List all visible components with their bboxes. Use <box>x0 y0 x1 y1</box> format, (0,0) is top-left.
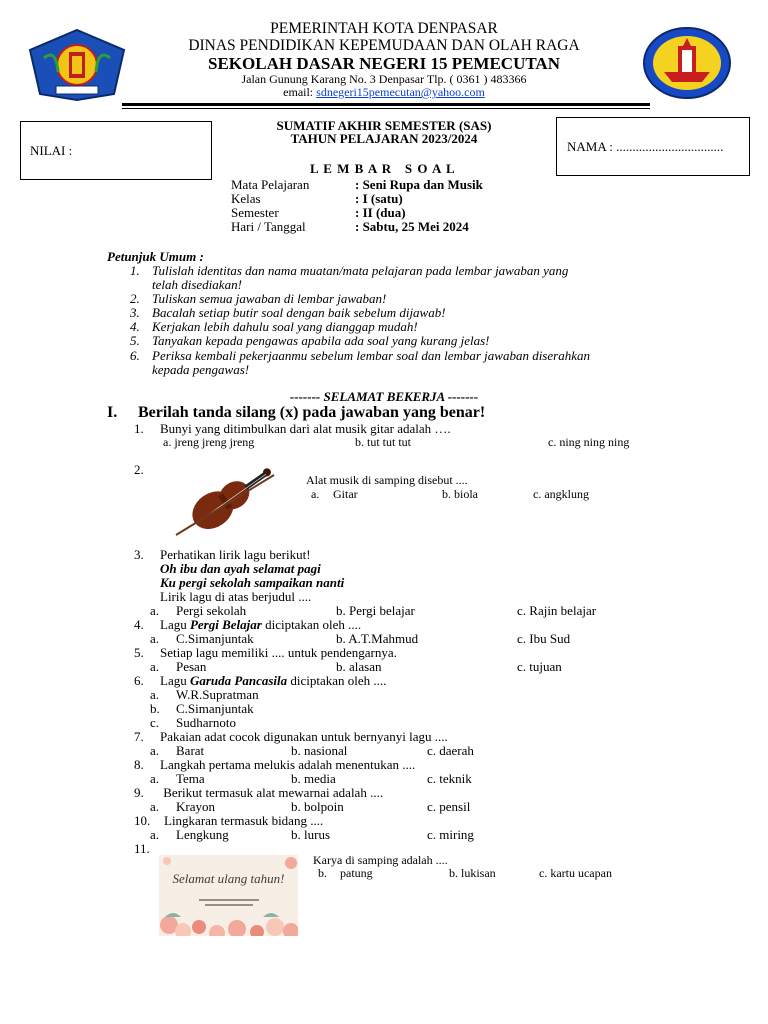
q5-option-b[interactable]: b. alasan <box>336 659 382 674</box>
q3-lyric-line1: Oh ibu dan ayah selamat pagi <box>160 561 321 576</box>
q6-pre: Lagu <box>160 673 190 688</box>
q11-option-c[interactable]: c. kartu ucapan <box>539 866 612 880</box>
exam-year: TAHUN PELAJARAN 2023/2024 <box>290 131 478 146</box>
instruction-text-cont: telah disediakan! <box>152 277 242 292</box>
q8-text: Langkah pertama melukis adalah menentukan .... <box>160 757 416 772</box>
q10-text: Lingkaran termasuk bidang .... <box>164 813 324 828</box>
q9-text: Berikut termasuk alat mewarnai adalah .... <box>160 785 384 800</box>
q11-text: Karya di samping adalah .... <box>313 853 448 867</box>
exam-title: SUMATIF AKHIR SEMESTER (SAS) <box>276 118 492 133</box>
q7-number: 7. <box>134 729 144 744</box>
header-email-line <box>0 85 768 100</box>
q1-number: 1. <box>134 421 144 436</box>
nama-label: NAMA : ................................. <box>567 139 724 154</box>
q3-lyric-line2: Ku pergi sekolah sampaikan nanti <box>160 575 345 590</box>
instruction-number: 4. <box>130 319 140 334</box>
q6-post: diciptakan oleh .... <box>287 673 387 688</box>
header-school-name: SEKOLAH DASAR NEGERI 15 PEMECUTAN <box>207 54 560 73</box>
instruction-number: 6. <box>130 348 140 363</box>
q4-post: diciptakan oleh .... <box>261 617 362 632</box>
q2-option-c[interactable]: c. angklung <box>533 487 589 501</box>
instruction-number: 3. <box>130 305 140 320</box>
q2-option-b[interactable]: b. biola <box>442 487 478 501</box>
q2-number: 2. <box>134 462 144 477</box>
header-divider-thin <box>122 108 650 109</box>
q6-option-a[interactable]: W.R.Supratman <box>176 687 259 702</box>
q3-number: 3. <box>134 547 144 562</box>
q8-option-b[interactable]: b. media <box>291 771 336 786</box>
instruction-text: Kerjakan lebih dahulu soal yang dianggap mudah! <box>152 319 418 334</box>
q3-option-a[interactable]: Pergi sekolah <box>176 603 247 618</box>
info-value-class: : I (satu) <box>355 191 403 206</box>
instruction-text: Periksa kembali pekerjaanmu sebelum lembar soal dan lembar jawaban diserahkan <box>152 348 590 363</box>
q7-option-a[interactable]: Barat <box>176 743 205 758</box>
q5-option-a[interactable]: Pesan <box>176 659 207 674</box>
info-label-class: Kelas <box>231 191 261 206</box>
q8-option-a[interactable]: Tema <box>176 771 205 786</box>
q9-option-b[interactable]: b. bolpoin <box>291 799 344 814</box>
info-value-semester: : II (dua) <box>355 205 406 220</box>
q11-option-a[interactable]: patung <box>340 866 373 880</box>
instructions-heading: Petunjuk Umum : <box>107 249 204 264</box>
q10-option-b[interactable]: b. lurus <box>291 827 330 842</box>
nilai-label: NILAI : <box>30 143 73 158</box>
section-number: I. <box>107 404 118 421</box>
q7-option-c[interactable]: c. daerah <box>427 743 474 758</box>
q6-option-b-letter: b. <box>150 701 160 716</box>
info-value-subject: : Seni Rupa dan Musik <box>355 177 483 192</box>
info-label-semester: Semester <box>231 205 279 220</box>
q5-option-c[interactable]: c. tujuan <box>517 659 562 674</box>
q4-option-b[interactable]: b. A.T.Mahmud <box>336 631 419 646</box>
q6-number: 6. <box>134 673 144 688</box>
instruction-number: 2. <box>130 291 140 306</box>
q9-number: 9. <box>134 785 144 800</box>
q3-text2: Lirik lagu di atas berjudul .... <box>160 589 312 604</box>
header-divider-thick <box>122 103 650 106</box>
info-label-subject: Mata Pelajaran <box>231 177 310 192</box>
q1-option-b[interactable]: b. tut tut tut <box>355 435 412 449</box>
instruction-text: Bacalah setiap butir soal dengan baik sebelum dijawab! <box>152 305 446 320</box>
q2-option-a[interactable]: Gitar <box>333 487 358 501</box>
header-address: Jalan Gunung Karang No. 3 Denpasar Tlp. ( 0361 ) 483366 <box>241 72 527 86</box>
q6-option-c[interactable]: Sudharnoto <box>176 715 236 730</box>
q6-option-b[interactable]: C.Simanjuntak <box>176 701 254 716</box>
info-value-date: : Sabtu, 25 Mei 2024 <box>355 219 469 234</box>
instruction-text-cont: kepada pengawas! <box>152 362 250 377</box>
q3-option-c[interactable]: c. Rajin belajar <box>517 603 597 618</box>
q8-option-a-letter: a. <box>150 771 160 786</box>
q9-option-c[interactable]: c. pensil <box>427 799 471 814</box>
info-label-date: Hari / Tanggal <box>231 219 306 234</box>
instruction-number: 1. <box>130 263 140 278</box>
greeting: ------- SELAMAT BEKERJA ------- <box>289 389 479 404</box>
q3-text: Perhatikan lirik lagu berikut! <box>160 547 311 562</box>
q1-option-a[interactable]: a. jreng jreng jreng <box>163 435 255 449</box>
q11-option-b[interactable]: b. lukisan <box>449 866 496 880</box>
header-government: PEMERINTAH KOTA DENPASAR <box>270 20 498 37</box>
q6-option-c-letter: c. <box>150 715 160 730</box>
q1-text: Bunyi yang ditimbulkan dari alat musik gitar adalah …. <box>160 421 451 436</box>
q10-option-a[interactable]: Lengkung <box>176 827 229 842</box>
instruction-text: Tulislah identitas dan nama muatan/mata pelajaran pada lembar jawaban yang <box>152 263 569 278</box>
q9-option-a-letter: a. <box>150 799 160 814</box>
q4-option-a[interactable]: C.Simanjuntak <box>176 631 254 646</box>
q5-number: 5. <box>134 645 144 660</box>
q2-text: Alat musik di samping disebut .... <box>306 473 468 487</box>
sheet-title: L E M B A R S O A L <box>310 161 456 176</box>
header-department: DINAS PENDIDIKAN KEPEMUDAAN DAN OLAH RAGA <box>188 37 580 54</box>
q6-option-a-letter: a. <box>150 687 160 702</box>
q7-text: Pakaian adat cocok digunakan untuk bernyanyi lagu .... <box>160 729 448 744</box>
violin-image <box>170 457 282 546</box>
q8-option-c[interactable]: c. teknik <box>427 771 472 786</box>
q11-number: 11. <box>134 841 150 856</box>
q4-option-a-letter: a. <box>150 631 160 646</box>
q1-option-c[interactable]: c. ning ning ning <box>548 435 630 449</box>
birthday-card-image <box>159 855 298 936</box>
q9-option-a[interactable]: Krayon <box>176 799 215 814</box>
q8-number: 8. <box>134 757 144 772</box>
instruction-number: 5. <box>130 333 140 348</box>
q10-number: 10. <box>134 813 151 828</box>
q7-option-a-letter: a. <box>150 743 160 758</box>
q3-option-b[interactable]: b. Pergi belajar <box>336 603 415 618</box>
q4-pre: Lagu <box>160 617 190 632</box>
q7-option-b[interactable]: b. nasional <box>291 743 348 758</box>
q4-number: 4. <box>134 617 144 632</box>
section-title: Berilah tanda silang (x) pada jawaban yang benar! <box>138 404 486 421</box>
q10-option-a-letter: a. <box>150 827 160 842</box>
email-label: email: <box>283 85 317 99</box>
q10-option-c[interactable]: c. miring <box>427 827 474 842</box>
email-link[interactable]: sdnegeri15pemecutan@yahoo.com <box>316 85 485 99</box>
q5-text: Setiap lagu memiliki .... untuk pendengarnya. <box>160 645 397 660</box>
q3-option-a-letter: a. <box>150 603 160 618</box>
q4-option-c[interactable]: c. Ibu Sud <box>517 631 571 646</box>
q4-song-title: Pergi Belajar <box>189 617 262 632</box>
instruction-text: Tuliskan semua jawaban di lembar jawaban! <box>152 291 387 306</box>
card-greeting: Selamat ulang tahun! <box>172 871 285 886</box>
q6-song-title: Garuda Pancasila <box>189 673 288 688</box>
q5-option-a-letter: a. <box>150 659 160 674</box>
q11-option-a-letter: b. <box>318 866 327 880</box>
q2-option-a-letter: a. <box>311 487 320 501</box>
instruction-text: Tanyakan kepada pengawas apabila ada soal yang kurang jelas! <box>152 333 490 348</box>
